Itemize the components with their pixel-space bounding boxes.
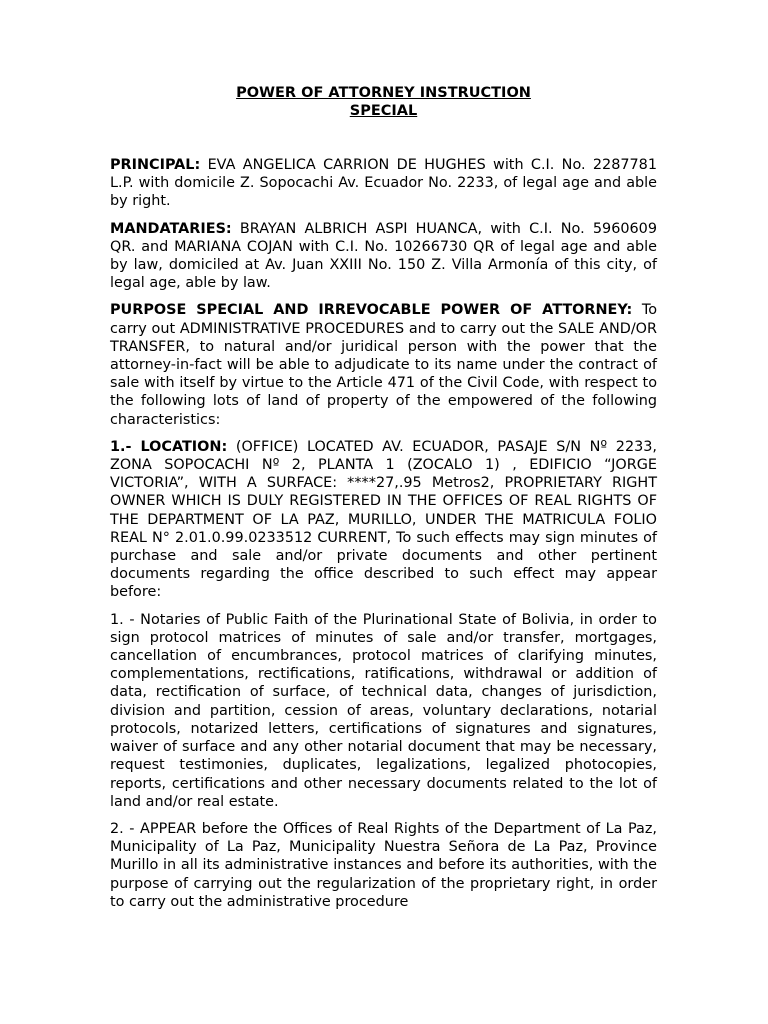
principal-text: EVA ANGELICA CARRION DE HUGHES with C.I. No. 2287781 L.P. with domicile Z. Sopocachi Av. Ecuador No. 2233, of legal age and able by right.: [110, 157, 657, 210]
item-2-paragraph: 2. - APPEAR before the Offices of Real Rights of the Department of La Paz, Municipality of La Paz, Municipality Nuestra Señora de La Paz, Province Murillo in all its administrative instances and before its authorities, with the purpose of carrying out the regularization of the proprietary right, in order to carry out the administrative procedure: [110, 820, 657, 910]
location-text: (OFFICE) LOCATED AV. ECUADOR, PASAJE S/N Nº 2233, ZONA SOPOCACHI Nº 2, PLANTA 1 (ZOCALO 1) , EDIFICIO “JORGE VICTORIA”, WITH A SURFACE: ****27,.95 Metros2, PROPRIETARY RIGHT OWNER WHICH IS DULY REGISTERED IN THE OFFICES OF REAL RIGHTS OF THE DEPARTMENT OF LA PAZ, MURILLO, UNDER THE MATRICULA FOLIO REAL N° 2.01.0.99.0233512 CURRENT, To such effects may sign minutes of purchase and sale and/or private documents and other pertinent documents regarding the office described to such effect may appear before:: [110, 438, 657, 601]
document-body: [110, 156, 657, 911]
principal-paragraph: [110, 156, 657, 211]
mandataries-label: MANDATARIES:: [110, 220, 232, 237]
location-paragraph: [110, 438, 657, 602]
purpose-text: To carry out ADMINISTRATIVE PROCEDURES and to carry out the SALE AND/OR TRANSFER, to natural and/or juridical person with the power that the attorney-in-fact will be able to adjudicate to its name under the contract of sale with itself by virtue to the Article 471 of the Civil Code, with respect to the following lots of land of property of the empowered of the following characteristics:: [110, 302, 657, 428]
principal-label: PRINCIPAL:: [110, 157, 201, 173]
purpose-label: PURPOSE SPECIAL AND IRREVOCABLE POWER OF ATTORNEY:: [110, 302, 633, 319]
mandataries-paragraph: [110, 220, 657, 293]
title-line-1: POWER OF ATTORNEY INSTRUCTION: [236, 85, 531, 101]
purpose-paragraph: [110, 301, 657, 428]
mandataries-text: BRAYAN ALBRICH ASPI HUANCA, with C.I. No. 5960609 QR. and MARIANA COJAN with C.I. No. 10266730 QR of legal age and able by law, domiciled at Av. Juan XXIII No. 150 Z. Villa Armonía of this city, of legal age, able by law.: [110, 220, 657, 292]
location-label: 1.- LOCATION:: [110, 438, 228, 455]
item-1-paragraph: 1. - Notaries of Public Faith of the Plurinational State of Bolivia, in order to sign protocol matrices of minutes of sale and/or transfer, mortgages, cancellation of encumbrances, protocol matrices of clarifying minutes, complementations, rectifications, ratifications, withdrawal or addition of data, rectification of surface, of technical data, changes of jurisdiction, division and partition, cession of areas, voluntary declarations, notarial protocols, notarized letters, certifications of signatures and signatures, waiver of surface and any other notarial document that may be necessary, request testimonies, duplicates, legalizations, legalized photocopies, reports, certifications and other necessary documents related to the lot of land and/or real estate.: [110, 611, 657, 810]
title-line-2: SPECIAL: [349, 103, 418, 119]
document-title: [110, 84, 657, 120]
